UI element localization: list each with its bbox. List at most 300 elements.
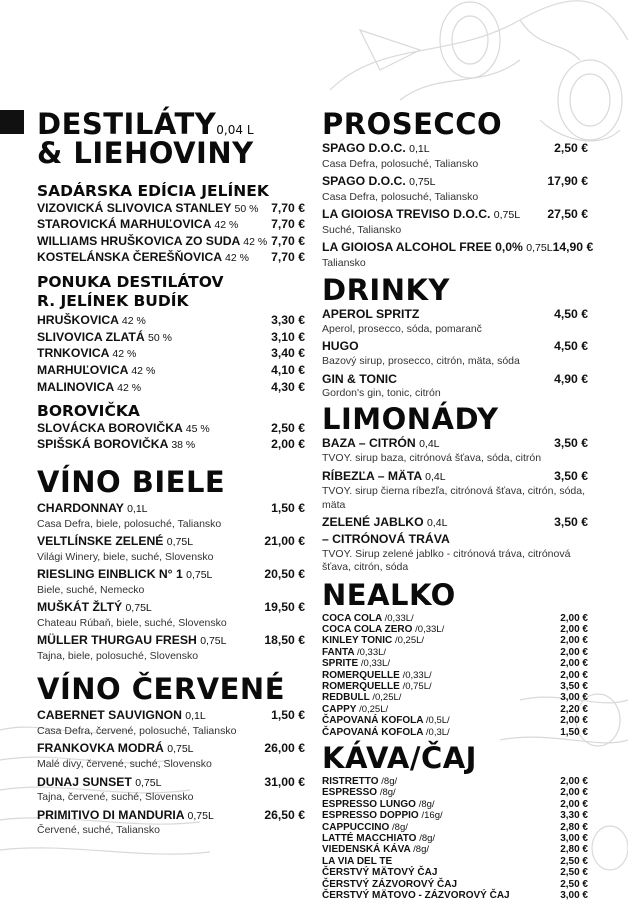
menu-item-row (37, 217, 305, 234)
menu-item-row (37, 501, 305, 518)
menu-item (37, 313, 305, 330)
menu-item-name-wrap (322, 715, 450, 726)
menu-item-name-wrap (322, 704, 388, 715)
menu-item-price: 2,50 € (560, 867, 588, 879)
menu-item-name-wrap (322, 787, 396, 798)
menu-item-row (322, 174, 588, 191)
menu-item-price: 2,80 € (560, 821, 588, 833)
vino-cervene-title: VÍNO ČERVENÉ (37, 672, 286, 707)
menu-item (322, 307, 588, 336)
menu-item-name-wrap (322, 469, 446, 486)
menu-item-price: 4,10 € (271, 362, 305, 377)
menu-item (37, 775, 305, 805)
destilaty-unit: 0,04 L (216, 123, 254, 137)
group-title: BOROVIČKA (37, 402, 140, 421)
menu-item-name: ČAPOVANÁ KOFOLA (322, 715, 424, 727)
menu-item-name: MARHUĽOVICA (37, 362, 128, 377)
menu-item-price: 4,50 € (554, 339, 588, 354)
menu-item-row (37, 330, 305, 347)
menu-item-price: 3,10 € (271, 329, 305, 344)
menu-item-name: CAPPUCCINO (322, 821, 390, 833)
menu-item-name: HRUŠKOVICA (37, 313, 119, 328)
menu-item-price: 3,50 € (560, 680, 588, 692)
menu-item-price: 20,50 € (264, 567, 305, 582)
menu-item-description: Taliansko (322, 256, 366, 269)
menu-item-name: KOSTELÁNSKA ČEREŠŇOVICA (37, 250, 222, 265)
menu-item-row (322, 339, 588, 355)
menu-item-name: CAPPY (322, 703, 357, 715)
menu-item (322, 822, 588, 833)
menu-item (322, 624, 588, 635)
menu-item-price: 14,90 € (552, 240, 594, 255)
menu-item-row (322, 532, 588, 548)
menu-item-quantity: /8g/ (392, 821, 408, 833)
menu-item-name: SPRITE (322, 658, 359, 670)
menu-item (322, 670, 588, 681)
menu-item-name: LA GIOIOSA ALCOHOL FREE 0,0% (322, 240, 523, 255)
liehoviny-title: & LIEHOVINY (37, 136, 254, 170)
menu-item-name-wrap (37, 633, 226, 650)
menu-item-quantity: /0,25L/ (359, 703, 389, 715)
menu-item-description: Bazový sirup, prosecco, citrón, mäta, sóda (322, 355, 520, 368)
menu-item-row (322, 704, 588, 715)
vino-biele-title: VÍNO BIELE (37, 464, 226, 499)
menu-item-description: Červené, suché, Taliansko (37, 824, 160, 837)
menu-item-name-wrap (322, 844, 429, 855)
menu-item-name: ROMERQUELLE (322, 680, 400, 692)
menu-item (322, 787, 588, 798)
menu-item-name-wrap (37, 346, 136, 363)
menu-item-name-wrap (37, 217, 238, 234)
menu-item-quantity: /0,33L/ (402, 669, 432, 681)
menu-item-row (322, 436, 588, 453)
menu-item-name-wrap (322, 174, 435, 191)
menu-item-name: ČERSTVÝ MÄTOVO - ZÁZVOROVÝ ČAJ (322, 890, 510, 901)
menu-item-name: RÍBEZĽA – MÄTA (322, 468, 422, 483)
menu-item-quantity: /0,75L/ (402, 680, 432, 692)
menu-item-price: 3,30 € (560, 810, 588, 822)
menu-item (322, 715, 588, 726)
menu-item-name: SLOVÁCKA BOROVIČKA (37, 420, 183, 435)
menu-item-name-wrap (37, 380, 141, 397)
menu-item-name: LA GIOIOSA TREVISO D.O.C. (322, 207, 491, 222)
menu-item-quantity: 0,75L (200, 635, 227, 648)
menu-item (37, 380, 305, 397)
menu-item-name: ESPRESSO DOPPIO (322, 810, 419, 822)
menu-item (322, 776, 588, 787)
menu-item-price: 2,20 € (560, 703, 588, 715)
menu-item-name-wrap (322, 624, 444, 635)
menu-item-row (322, 879, 588, 890)
menu-item-row (37, 633, 305, 650)
menu-item-row (37, 201, 305, 218)
menu-item-price: 4,90 € (554, 371, 588, 386)
menu-item-price: 3,30 € (271, 313, 305, 328)
menu-item-price: 7,70 € (271, 200, 305, 215)
menu-item-name-wrap (322, 515, 447, 532)
menu-item-quantity: /8g/ (419, 833, 436, 845)
menu-item (322, 469, 588, 513)
menu-item-row (37, 380, 305, 397)
menu-item-quantity: /0,33L/ (360, 658, 390, 670)
menu-item-name-wrap (37, 708, 206, 725)
menu-item-row (322, 613, 588, 624)
menu-item-name: SPAGO D.O.C. (322, 174, 406, 189)
menu-item-row (322, 240, 594, 257)
menu-item-row (37, 534, 305, 551)
menu-item-name-wrap (322, 339, 359, 355)
group-title: SADÁRSKA EDÍCIA JELÍNEK (37, 182, 269, 200)
menu-item-row (37, 567, 305, 584)
menu-item (322, 339, 588, 368)
menu-item-price: 18,50 € (264, 633, 305, 648)
menu-item-row (322, 844, 588, 855)
menu-item-name: ROMERQUELLE (322, 669, 400, 681)
menu-item-name: STAROVICKÁ MARHUĽOVICA (37, 217, 212, 232)
menu-item-name-wrap (322, 647, 386, 658)
menu-item (37, 217, 305, 234)
menu-item-name: LA VIA DEL TE (322, 855, 393, 867)
menu-item (322, 647, 588, 658)
menu-item-quantity: /0,33L/ (357, 646, 387, 658)
menu-item-price: 2,00 € (560, 669, 588, 681)
menu-item-price: 31,00 € (264, 774, 305, 789)
menu-item-row (322, 727, 588, 738)
menu-item-quantity: 0,4L (426, 517, 448, 530)
menu-item-name-wrap (322, 307, 419, 323)
menu-item-row (322, 776, 588, 787)
menu-item-price: 2,50 € (554, 141, 588, 155)
menu-item-quantity: 0,4L (425, 470, 446, 483)
menu-item (322, 635, 588, 646)
menu-item (37, 708, 305, 738)
menu-item (322, 613, 588, 624)
menu-item (322, 372, 588, 401)
menu-item-quantity: 0,75L (186, 569, 213, 582)
menu-item-quantity: 42 % (131, 364, 156, 377)
menu-item (322, 810, 588, 821)
menu-item-name: KINLEY TONIC (322, 635, 393, 647)
menu-item-row (322, 372, 588, 388)
menu-item-price: 2,00 € (560, 635, 588, 647)
menu-item (322, 799, 588, 810)
menu-item (37, 808, 305, 838)
menu-item-name: ČERSTVÝ ZÁZVOROVÝ ČAJ (322, 878, 458, 890)
menu-item-name: VELTLÍNSKE ZELENÉ (37, 534, 164, 548)
menu-item-quantity: 42 % (214, 219, 239, 232)
menu-item (37, 633, 305, 663)
menu-item-row (37, 421, 305, 438)
menu-item-quantity: 0,75L (409, 176, 436, 189)
menu-item-name: SLIVOVICA ZLATÁ (37, 329, 145, 344)
menu-item-quantity: /0,3L/ (425, 726, 450, 738)
menu-item (37, 534, 305, 564)
menu-item-name: RIESLING EINBLICK N° 1 (37, 567, 183, 582)
menu-item (37, 201, 305, 218)
menu-item-quantity: 0,4L (419, 437, 440, 450)
menu-item-row (322, 635, 588, 646)
menu-item (37, 330, 305, 347)
menu-item (37, 421, 305, 438)
menu-item-price: 3,40 € (271, 346, 305, 361)
menu-item-name: ESPRESSO LUNGO (322, 798, 416, 810)
menu-item-name-wrap (37, 313, 146, 330)
menu-item-quantity: /0,5L/ (425, 715, 450, 727)
menu-item-row (322, 624, 588, 635)
menu-item-price: 2,00 € (560, 658, 588, 670)
menu-item-price: 3,00 € (560, 890, 588, 901)
menu-item (322, 890, 588, 901)
menu-item-price: 1,50 € (560, 726, 588, 738)
menu-item-price: 2,00 € (560, 612, 588, 624)
menu-item-quantity: /0,33L/ (384, 612, 414, 624)
menu-item-name: PRIMITIVO DI MANDURIA (37, 807, 185, 822)
menu-item-name-wrap (322, 727, 450, 738)
menu-item-quantity: 0,75L (493, 209, 521, 222)
menu-item-row (37, 313, 305, 330)
menu-item-quantity: 38 % (171, 439, 196, 452)
menu-item-quantity: /8g/ (413, 844, 429, 856)
limonady-title: LIMONÁDY (322, 401, 499, 436)
menu-item-quantity: 42 % (225, 252, 249, 265)
menu-item (322, 879, 588, 890)
menu-item-name: MUŠKÁT ŽLTÝ (37, 600, 123, 615)
menu-item-price: 2,00 € (271, 437, 305, 452)
destilaty-heading (37, 107, 305, 170)
menu-item-price: 7,70 € (271, 250, 305, 265)
menu-item (322, 833, 588, 844)
menu-item-description: Casa Defra, červené, polosuché, Taliansko (37, 724, 237, 737)
menu-item-name-wrap (37, 775, 161, 792)
section-marker (0, 110, 24, 134)
menu-item-row (37, 346, 305, 363)
menu-item-name-wrap (322, 799, 435, 810)
menu-item-row (322, 890, 588, 901)
menu-item-name-wrap (37, 501, 148, 518)
menu-item (37, 437, 305, 454)
menu-item-name: CHARDONNAY (37, 500, 124, 515)
menu-item-price: 3,00 € (560, 833, 588, 845)
menu-item-name-wrap (322, 613, 414, 624)
menu-item-row (322, 469, 588, 486)
menu-item-name: HUGO (322, 339, 359, 354)
menu-item-quantity: 0,75L (167, 743, 194, 756)
menu-item-price: 2,00 € (560, 646, 588, 658)
menu-item-description: Suché, Taliansko (322, 223, 402, 236)
menu-item-quantity: 45 % (185, 422, 210, 435)
menu-item (322, 240, 594, 270)
menu-item-row (322, 787, 588, 798)
menu-item-name: ZELENÉ JABLKO (322, 515, 424, 530)
group-budik (37, 273, 305, 396)
menu-item-row (322, 867, 588, 878)
menu-item-row (322, 307, 588, 323)
menu-item-row (322, 715, 588, 726)
menu-item-name-wrap (322, 692, 401, 703)
menu-item-price: 2,00 € (560, 798, 588, 810)
group-borovicka (37, 402, 305, 454)
menu-item-quantity: 50 % (234, 202, 259, 215)
menu-item-name-wrap (322, 833, 435, 844)
menu-item-name: DUNAJ SUNSET (37, 774, 132, 789)
menu-item (37, 363, 305, 380)
menu-item-price: 2,00 € (560, 623, 588, 635)
prosecco-title: PROSECCO (322, 107, 503, 141)
menu-item (37, 501, 305, 531)
menu-item-price: 2,50 € (560, 878, 588, 890)
menu-item-description: Casa Defra, polosuché, Taliansko (322, 157, 479, 170)
menu-item (322, 141, 588, 171)
menu-item-row (322, 207, 588, 224)
right-column (322, 107, 594, 901)
menu-item-price: 1,50 € (271, 708, 305, 723)
menu-item-name-wrap (37, 600, 152, 617)
menu-item-quantity: 0,1L (409, 143, 430, 155)
menu-item-row (322, 856, 588, 867)
menu-item-name: CABERNET SAUVIGNON (37, 708, 182, 723)
menu-item (322, 681, 588, 692)
menu-item-name-wrap (322, 681, 432, 692)
menu-item-row (322, 833, 588, 844)
menu-item-price: 21,00 € (264, 534, 305, 548)
menu-item-row (322, 670, 588, 681)
menu-item-name: ČERSTVÝ MÄTOVÝ ČAJ (322, 867, 438, 879)
menu-item (322, 727, 588, 738)
menu-item-row (37, 234, 305, 251)
menu-item-price: 4,30 € (271, 379, 305, 394)
menu-item (322, 515, 588, 574)
menu-item-price: 7,70 € (271, 233, 305, 248)
menu-item-name-wrap (37, 808, 214, 825)
menu-item-name-wrap (37, 534, 193, 551)
menu-item-price: 17,90 € (547, 174, 588, 189)
menu-item-price: 1,50 € (271, 500, 305, 515)
menu-item-name: TRNKOVICA (37, 346, 109, 361)
menu-item-row (322, 692, 588, 703)
menu-item-row (37, 708, 305, 725)
menu-item (37, 600, 305, 630)
menu-item-name-wrap (37, 250, 249, 267)
menu-item-name-wrap (322, 240, 553, 257)
menu-item-name-wrap (322, 635, 424, 646)
menu-item-price: 3,00 € (560, 692, 588, 704)
menu-item-name: ESPRESSO (322, 787, 378, 799)
menu-item-name-wrap (322, 856, 392, 867)
menu-item-row (322, 822, 588, 833)
menu-item-description: Casa Defra, biele, polosuché, Taliansko (37, 517, 222, 530)
menu-item-price: 2,50 € (560, 855, 588, 867)
menu-item-quantity: 42 % (117, 381, 142, 394)
menu-item-row (322, 515, 588, 532)
menu-item-name-wrap (322, 867, 437, 878)
menu-item-quantity: 50 % (148, 331, 172, 344)
menu-item-quantity: 0,75L (187, 809, 214, 822)
menu-item-row (322, 658, 588, 669)
menu-item-name: APEROL SPRITZ (322, 307, 420, 322)
menu-item-name-wrap (322, 372, 397, 388)
menu-item-name-wrap (322, 207, 520, 224)
menu-item-quantity: 42 % (243, 235, 268, 248)
menu-item-name: BAZA – CITRÓN (322, 435, 416, 450)
menu-item (322, 844, 588, 855)
menu-item-description: Aperol, prosecco, sóda, pomaranč (322, 322, 482, 335)
menu-item-name-wrap (37, 567, 212, 584)
menu-item-price: 26,50 € (264, 807, 305, 822)
menu-item-name: SPAGO D.O.C. (322, 141, 406, 155)
menu-item-price: 2,00 € (560, 776, 588, 787)
menu-item-price: 26,00 € (264, 741, 305, 756)
group-jelinek (37, 182, 305, 267)
menu-item-quantity: 42 % (121, 315, 146, 328)
menu-item (322, 692, 588, 703)
menu-item-name-cont: – CITRÓNOVÁ TRÁVA (322, 531, 450, 546)
menu-item-name-wrap (322, 141, 430, 158)
menu-item-name: WILLIAMS HRUŠKOVICA ZO SUDA (37, 233, 240, 248)
group-title: PONUKA DESTILÁTOV (37, 272, 224, 291)
menu-item-price: 3,50 € (554, 515, 588, 530)
menu-item-name-wrap (322, 879, 457, 890)
menu-item-description: Biele, suché, Nemecko (37, 583, 145, 596)
menu-item-quantity: /16g/ (421, 810, 443, 822)
menu-item (37, 741, 305, 771)
menu-item-row (37, 741, 305, 758)
menu-item-quantity: /0,25L/ (372, 692, 402, 704)
menu-item-name: COCA COLA ZERO (322, 623, 413, 635)
menu-item (322, 436, 588, 466)
menu-item-price: 27,50 € (547, 207, 588, 222)
menu-item-quantity: 42 % (112, 348, 137, 361)
menu-item-name: VIZOVICKÁ SLIVOVICA STANLEY (37, 200, 232, 215)
menu-item-description: TVOY. Sirup zelené jablko - citrónová tráva, citrónová šťava, citrón, sóda (322, 547, 571, 574)
menu-item-quantity: 0,75L (125, 602, 152, 615)
menu-item-name-wrap (322, 776, 397, 787)
menu-item-price: 2,80 € (560, 844, 588, 856)
menu-item-name-wrap (37, 741, 194, 758)
menu-item-row (37, 600, 305, 617)
menu-item-price: 2,50 € (271, 420, 305, 435)
menu-item (322, 174, 588, 204)
menu-item-name: REDBULL (322, 692, 370, 704)
menu-item-price: 3,50 € (554, 435, 588, 450)
menu-item-name: FANTA (322, 646, 355, 658)
menu-item-name: FRANKOVKA MODRÁ (37, 741, 164, 756)
menu-item-name-wrap (322, 670, 432, 681)
menu-item (37, 234, 305, 251)
menu-item-name-wrap (322, 822, 408, 833)
menu-item-name-wrap (322, 658, 390, 669)
menu-item (37, 346, 305, 363)
kava-caj-title: KÁVA/ČAJ (322, 741, 477, 775)
menu-item-row (322, 810, 588, 821)
menu-item-name: MALINOVICA (37, 379, 114, 394)
menu-item-name: SPIŠSKÁ BOROVIČKA (37, 437, 168, 452)
menu-item-name: MÜLLER THURGAU FRESH (37, 633, 197, 648)
menu-item-description: Világi Winery, biele, suché, Slovensko (37, 550, 214, 563)
menu-item-row (37, 250, 305, 267)
menu-item-name-wrap (322, 890, 510, 901)
menu-item-quantity: 0,75L (135, 776, 162, 789)
menu-item-row (322, 141, 588, 158)
menu-item-price: 7,70 € (271, 217, 305, 232)
menu-item-name-wrap (37, 421, 210, 438)
menu-item-description: Tajna, červené, suché, Slovensko (37, 791, 194, 804)
menu-item (322, 658, 588, 669)
menu-item-price: 19,50 € (264, 600, 305, 615)
menu-item-row (37, 775, 305, 792)
menu-item-quantity: 0,1L (185, 710, 206, 723)
menu-item-price: 4,50 € (554, 307, 588, 322)
left-column (37, 107, 305, 841)
